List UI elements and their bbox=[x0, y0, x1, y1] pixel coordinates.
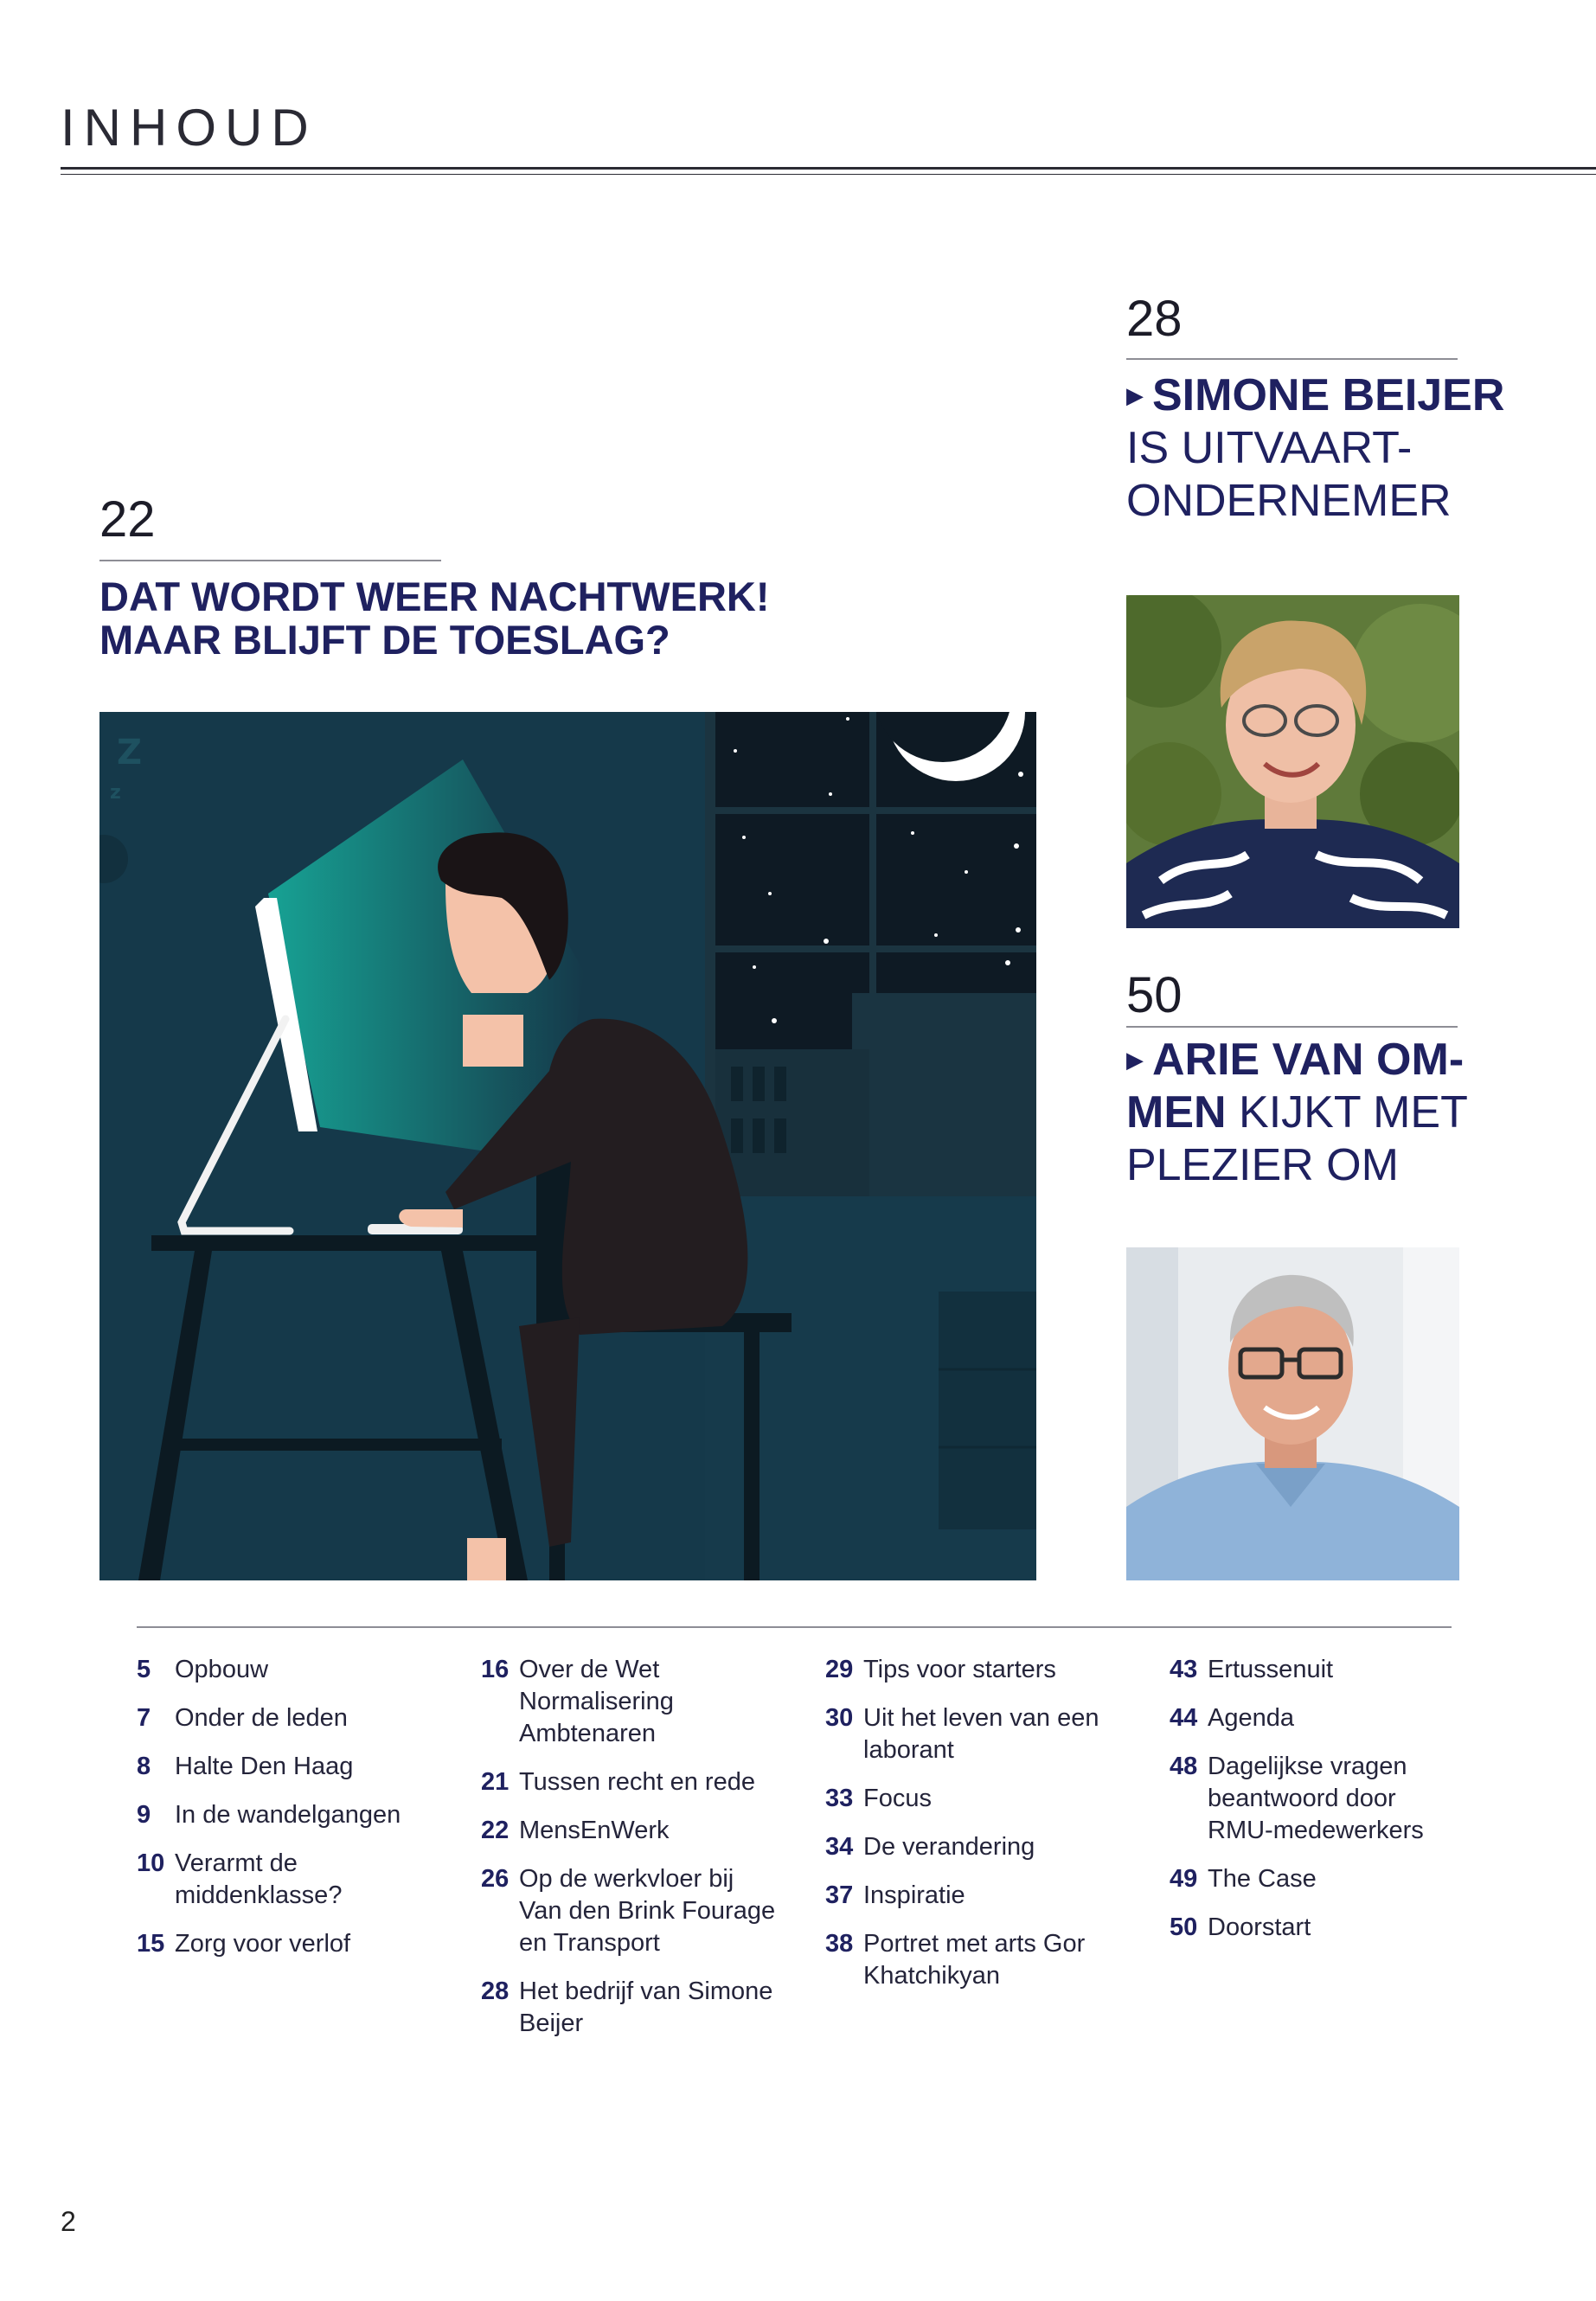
main-feature-title-line1: DAT WORDT WEER NACHTWERK! bbox=[99, 574, 770, 619]
toc-title: Over de Wet Normalisering Ambtenaren bbox=[519, 1656, 674, 1747]
toc-page-number: 29 bbox=[825, 1656, 854, 1683]
toc-entry[interactable] bbox=[825, 1928, 1137, 1992]
toc-column-2 bbox=[481, 1654, 792, 2056]
toc-title: Op de werkvloer bij Van den Brink Fourage en Transport bbox=[519, 1865, 776, 1957]
toc-title: Focus bbox=[863, 1785, 932, 1812]
toc-page-number: 10 bbox=[137, 1849, 165, 1877]
triangle-bullet-icon: ▶ bbox=[1126, 382, 1144, 408]
toc-title: Dagelijkse vragen beantwoord door RMU-medewerkers bbox=[1208, 1753, 1424, 1844]
toc-title: The Case bbox=[1208, 1865, 1317, 1893]
toc-page-number: 48 bbox=[1170, 1753, 1198, 1780]
side-feature-2-line2-rest: KIJKT MET bbox=[1226, 1087, 1468, 1138]
arie-van-ommen-photo bbox=[1126, 1247, 1459, 1580]
toc-page-number: 43 bbox=[1170, 1656, 1198, 1683]
section-title: INHOUD bbox=[61, 99, 317, 157]
toc-page-number: 30 bbox=[825, 1704, 854, 1732]
night-work-illustration bbox=[99, 712, 1036, 1580]
toc-page-number: 5 bbox=[137, 1656, 151, 1683]
toc-title: Halte Den Haag bbox=[175, 1753, 354, 1780]
toc-page-number: 15 bbox=[137, 1930, 165, 1958]
side-feature-1-page-number: 28 bbox=[1126, 291, 1183, 347]
toc-page-number: 7 bbox=[137, 1704, 151, 1732]
main-feature-page-number: 22 bbox=[99, 491, 156, 548]
toc-page-number: 50 bbox=[1170, 1913, 1198, 1941]
toc-entry[interactable] bbox=[481, 1815, 792, 1847]
toc-entry[interactable] bbox=[1170, 1751, 1481, 1847]
toc-title: MensEnWerk bbox=[519, 1817, 670, 1844]
toc-entry[interactable] bbox=[825, 1654, 1137, 1686]
toc-column-4 bbox=[1170, 1654, 1481, 1960]
main-feature-title[interactable] bbox=[99, 575, 770, 662]
toc-page-number: 38 bbox=[825, 1930, 854, 1958]
toc-entry[interactable] bbox=[137, 1751, 448, 1783]
toc-page-number: 37 bbox=[825, 1881, 854, 1909]
toc-title: De verandering bbox=[863, 1833, 1035, 1861]
toc-title: Opbouw bbox=[175, 1656, 269, 1683]
side-feature-1-line2: IS UITVAART- bbox=[1126, 423, 1413, 473]
toc-title: Inspiratie bbox=[863, 1881, 965, 1909]
toc-entry[interactable] bbox=[1170, 1912, 1481, 1944]
side-feature-2-line3: PLEZIER OM bbox=[1126, 1140, 1399, 1190]
toc-entry[interactable] bbox=[481, 1654, 792, 1750]
main-feature-divider bbox=[99, 560, 441, 561]
side-feature-2-name-part2: MEN bbox=[1126, 1087, 1227, 1138]
toc-title: Uit het leven van een laborant bbox=[863, 1704, 1099, 1764]
toc-entry[interactable] bbox=[825, 1783, 1137, 1815]
toc-page-number: 9 bbox=[137, 1801, 151, 1829]
page-number: 2 bbox=[61, 2206, 76, 2237]
side-feature-2-name-part1: ARIE VAN OM- bbox=[1152, 1035, 1465, 1085]
toc-page-number: 49 bbox=[1170, 1865, 1198, 1893]
side-feature-2-page-number: 50 bbox=[1126, 967, 1183, 1023]
toc-entry[interactable] bbox=[481, 1976, 792, 2040]
header-divider-thin bbox=[61, 174, 1596, 175]
side-feature-1-line3: ONDERNEMER bbox=[1126, 476, 1452, 526]
toc-entry[interactable] bbox=[1170, 1654, 1481, 1686]
side-feature-2-title[interactable] bbox=[1126, 1034, 1468, 1192]
toc-title: Het bedrijf van Simone Beijer bbox=[519, 1977, 773, 2037]
toc-page-number: 16 bbox=[481, 1656, 510, 1683]
toc-entry[interactable] bbox=[481, 1863, 792, 1959]
toc-title: Portret met arts Gor Khatchikyan bbox=[863, 1930, 1086, 1990]
toc-entry[interactable] bbox=[825, 1702, 1137, 1766]
toc-entry[interactable] bbox=[137, 1654, 448, 1686]
side-feature-1-divider bbox=[1126, 358, 1458, 360]
side-feature-1-name: SIMONE BEIJER bbox=[1152, 370, 1505, 420]
toc-entry[interactable] bbox=[1170, 1702, 1481, 1734]
svg-text:Z: Z bbox=[117, 733, 143, 772]
toc-title: Doorstart bbox=[1208, 1913, 1311, 1941]
toc-page-number: 28 bbox=[481, 1977, 510, 2005]
side-feature-2-divider bbox=[1126, 1026, 1458, 1028]
toc-title: Agenda bbox=[1208, 1704, 1294, 1732]
toc-page-number: 44 bbox=[1170, 1704, 1198, 1732]
main-feature-title-line2: MAAR BLIJFT DE TOESLAG? bbox=[99, 617, 670, 663]
simone-beijer-photo bbox=[1126, 595, 1459, 928]
toc-title: Tips voor starters bbox=[863, 1656, 1056, 1683]
header-divider bbox=[61, 167, 1596, 170]
toc-entry[interactable] bbox=[137, 1799, 448, 1831]
toc-page-number: 33 bbox=[825, 1785, 854, 1812]
side-feature-1-title[interactable] bbox=[1126, 369, 1504, 528]
toc-page-number: 8 bbox=[137, 1753, 151, 1780]
triangle-bullet-icon: ▶ bbox=[1126, 1047, 1144, 1073]
toc-entry[interactable] bbox=[137, 1928, 448, 1960]
toc-page-number: 22 bbox=[481, 1817, 510, 1844]
toc-divider bbox=[137, 1626, 1452, 1628]
toc-page-number: 21 bbox=[481, 1768, 510, 1796]
toc-title: Onder de leden bbox=[175, 1704, 348, 1732]
toc-entry[interactable] bbox=[137, 1702, 448, 1734]
toc-column-3 bbox=[825, 1654, 1137, 2009]
toc-page-number: 34 bbox=[825, 1833, 854, 1861]
toc-entry[interactable] bbox=[137, 1848, 448, 1912]
toc-page-number: 26 bbox=[481, 1865, 510, 1893]
toc-title: Tussen recht en rede bbox=[519, 1768, 755, 1796]
toc-entry[interactable] bbox=[481, 1766, 792, 1798]
svg-text:z: z bbox=[110, 782, 121, 804]
toc-title: Ertussenuit bbox=[1208, 1656, 1334, 1683]
toc-title: Verarmt de middenklasse? bbox=[175, 1849, 343, 1909]
toc-title: Zorg voor verlof bbox=[175, 1930, 351, 1958]
toc-entry[interactable] bbox=[1170, 1863, 1481, 1895]
toc-entry[interactable] bbox=[825, 1831, 1137, 1863]
toc-title: In de wandelgangen bbox=[175, 1801, 401, 1829]
toc-column-1 bbox=[137, 1654, 448, 1977]
toc-entry[interactable] bbox=[825, 1880, 1137, 1912]
